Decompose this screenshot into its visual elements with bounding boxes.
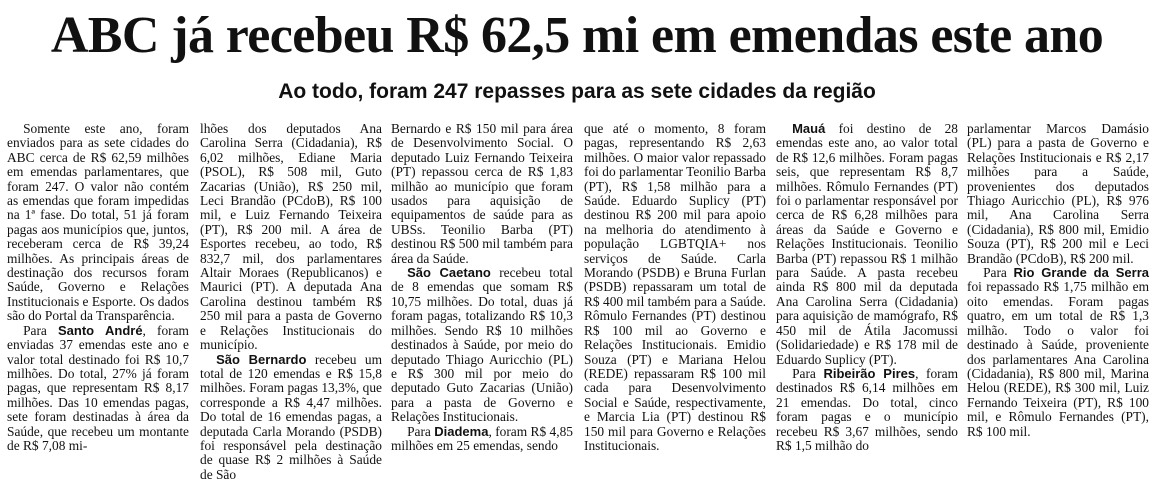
paragraph-text: , foram enviadas 37 emendas este ano e valor total destinado foi R$ 10,7 milhões. Do total, 27% já foram pagas, que representam R$ 8,17 milhões. Das 10 emendas pagas, sete foram destinadas à área da Saúde, que recebeu um montante de R$ 7,08 mi- (7, 323, 189, 453)
paragraph-text: recebeu um total de 120 emendas e R$ 15,8 milhões. Foram pagas 13,3%, que corresponde a R$ 4,47 milhões. Do total de 16 emendas pagas, a deputada Carla Morando (PSDB) foi responsável pela destinação de quase R$ 2 milhões à Saúde de São (200, 352, 382, 482)
city-name: Ribeirão Pires (823, 366, 915, 381)
text-column-5 (776, 122, 958, 448)
city-name: São Bernardo (216, 352, 306, 367)
paragraph-text: recebeu total de 8 emendas que somam R$ 10,75 milhões. Do total, duas já foram pagas, totalizando R$ 10,3 milhões. Sendo R$ 10 milhões destinados à Saúde, por meio do deputado Thiago Auricchio (PL) e R$ 300 mil por meio do deputado Guto Zacarias (União) para a pasta de Governo e Relações Institucionais. (391, 265, 573, 424)
paragraph (200, 353, 382, 482)
text-column-1 (7, 122, 189, 448)
paragraph-text: Para (983, 265, 1013, 280)
paragraph-text: Para (792, 366, 823, 381)
text-column-4 (584, 122, 766, 448)
paragraph (391, 266, 573, 424)
article-body (7, 122, 1152, 448)
paragraph-text: lhões dos deputados Ana Carolina Serra (Cidadania), R$ 6,02 milhões, Ediane Maria (PSOL), R$ 508 mil, Guto Zacarias (União), R$ 250 mil, Leci Brandão (PCdoB), R$ 100 mil, e Luiz Fernando Teixeira (PT), R$ 200 mil. A área de Esportes recebeu, ao todo, R$ 832,7 mil, dos parlamentares Altair Moraes (Republicanos) e Maurici (PT). A deputada Ana Carolina destinou também R$ 250 mil para a pasta de Governo e Relações Institucionais do município. (200, 121, 382, 352)
city-name: Mauá (792, 121, 825, 136)
paragraph (776, 367, 958, 453)
paragraph-text: Bernardo e R$ 150 mil para área de Desenvolvimento Social. O deputado Luiz Fernando Teixeira (PT) repassou cerca de R$ 1,83 milhão ao município que foram usados para aquisição de equipamentos de saúde para as UBSs. Teonilio Barba (PT) destinou R$ 500 mil também para área da Saúde. (391, 121, 573, 266)
paragraph-text: , foram R$ 4,85 milhões em 25 emendas, sendo (391, 424, 573, 453)
paragraph (391, 425, 573, 454)
paragraph (200, 122, 382, 353)
paragraph (584, 122, 766, 453)
paragraph-text: Para (407, 424, 434, 439)
paragraph (967, 122, 1149, 266)
text-column-3 (391, 122, 573, 448)
paragraph (776, 122, 958, 367)
paragraph-text: que até o momento, 8 foram pagas, representando R$ 2,63 milhões. O maior valor repassado foi do parlamentar Teonilio Barba (PT), R$ 1,58 milhão para a Saúde. Eduardo Suplicy (PT) destinou R$ 200 mil para apoio na melhoria do atendimento à população LGBTQIA+ nos serviços de Saúde. Carla Morando (PSDB) e Bruna Furlan (PSDB) repassaram um total de R$ 400 mil também para a Saúde. Rômulo Fernandes (PT) destinou R$ 100 mil ao Governo e Relações Institucionais. Emidio Souza (PT) e Mariana Helou (REDE) repassaram R$ 100 mil cada para Desenvolvimento Social e Saúde, respectivamente, e Marcia Lia (PT) destinou R$ 150 mil para Governo e Relações Institucionais. (584, 121, 766, 453)
paragraph-text: , foram destinados R$ 6,14 milhões em 21 emendas. Do total, cinco foram pagas e o município recebeu R$ 3,67 milhões, sendo R$ 1,5 milhão do (776, 366, 958, 453)
city-name: Santo André (58, 323, 143, 338)
text-column-6 (967, 122, 1149, 448)
city-name: São Caetano (407, 265, 491, 280)
city-name: Rio Grande da Serra (1013, 265, 1149, 280)
headline: ABC já recebeu R$ 62,5 mi em emendas este ano (0, 4, 1154, 68)
city-name: Diadema (434, 424, 488, 439)
paragraph (391, 122, 573, 266)
paragraph-text: foi repassado R$ 1,75 milhão em oito emendas. Foram pagas quatro, em um total de R$ 1,3 milhão. Todo o valor foi destinado à Saúde, proveniente dos parlamentares Ana Carolina (Cidadania), R$ 800 mil, Marina Helou (REDE), R$ 300 mil, Luiz Fernando Teixeira (PT), R$ 100 mil, e Rômulo Fernandes (PT), R$ 100 mil. (967, 279, 1149, 438)
paragraph-text: Somente este ano, foram enviados para as sete cidades do ABC cerca de R$ 62,59 milhões em emendas parlamentares, que foram 247. O valor não contém as emendas que foram impedidas na 1ª fase. Do total, 51 já foram pagas aos municípios que, juntos, receberam cerca de R$ 39,24 milhões. As principais áreas de destinação dos recursos foram Saúde, Governo e Relações Institucionais e Esporte. Os dados são do Portal da Transparência. (7, 121, 189, 323)
text-column-2 (200, 122, 382, 448)
subheadline: Ao todo, foram 247 repasses para as sete cidades da região (0, 78, 1154, 106)
paragraph (7, 324, 189, 454)
paragraph-text: parlamentar Marcos Damásio (PL) para a pasta de Governo e Relações Institucionais e R$ 2,17 milhões para a Saúde, provenientes dos deputados Thiago Auricchio (PL), R$ 976 mil, Ana Carolina Serra (Cidadania), R$ 800 mil, Emidio Souza (PT), R$ 200 mil e Leci Brandão (PCdoB), R$ 200 mil. (967, 121, 1149, 266)
paragraph (7, 122, 189, 324)
paragraph-text: foi destino de 28 emendas este ano, ao valor total de R$ 12,6 milhões. Foram pagas seis, que representam R$ 8,7 milhões. Rômulo Fernandes (PT) foi o parlamentar responsável por cerca de R$ 6,28 milhões para áreas da Saúde e Governo e Relações Institucionais. Teonilio Barba (PT) repassou R$ 1 milhão para Saúde. A pasta recebeu ainda R$ 800 mil da deputada Ana Carolina Serra (Cidadania) para aquisição de mamógrafo, R$ 450 mil de Átila Jacomussi (Solidariedade) e R$ 178 mil de Eduardo Suplicy (PT). (776, 121, 958, 367)
paragraph-text: Para (23, 323, 58, 338)
paragraph (967, 266, 1149, 439)
